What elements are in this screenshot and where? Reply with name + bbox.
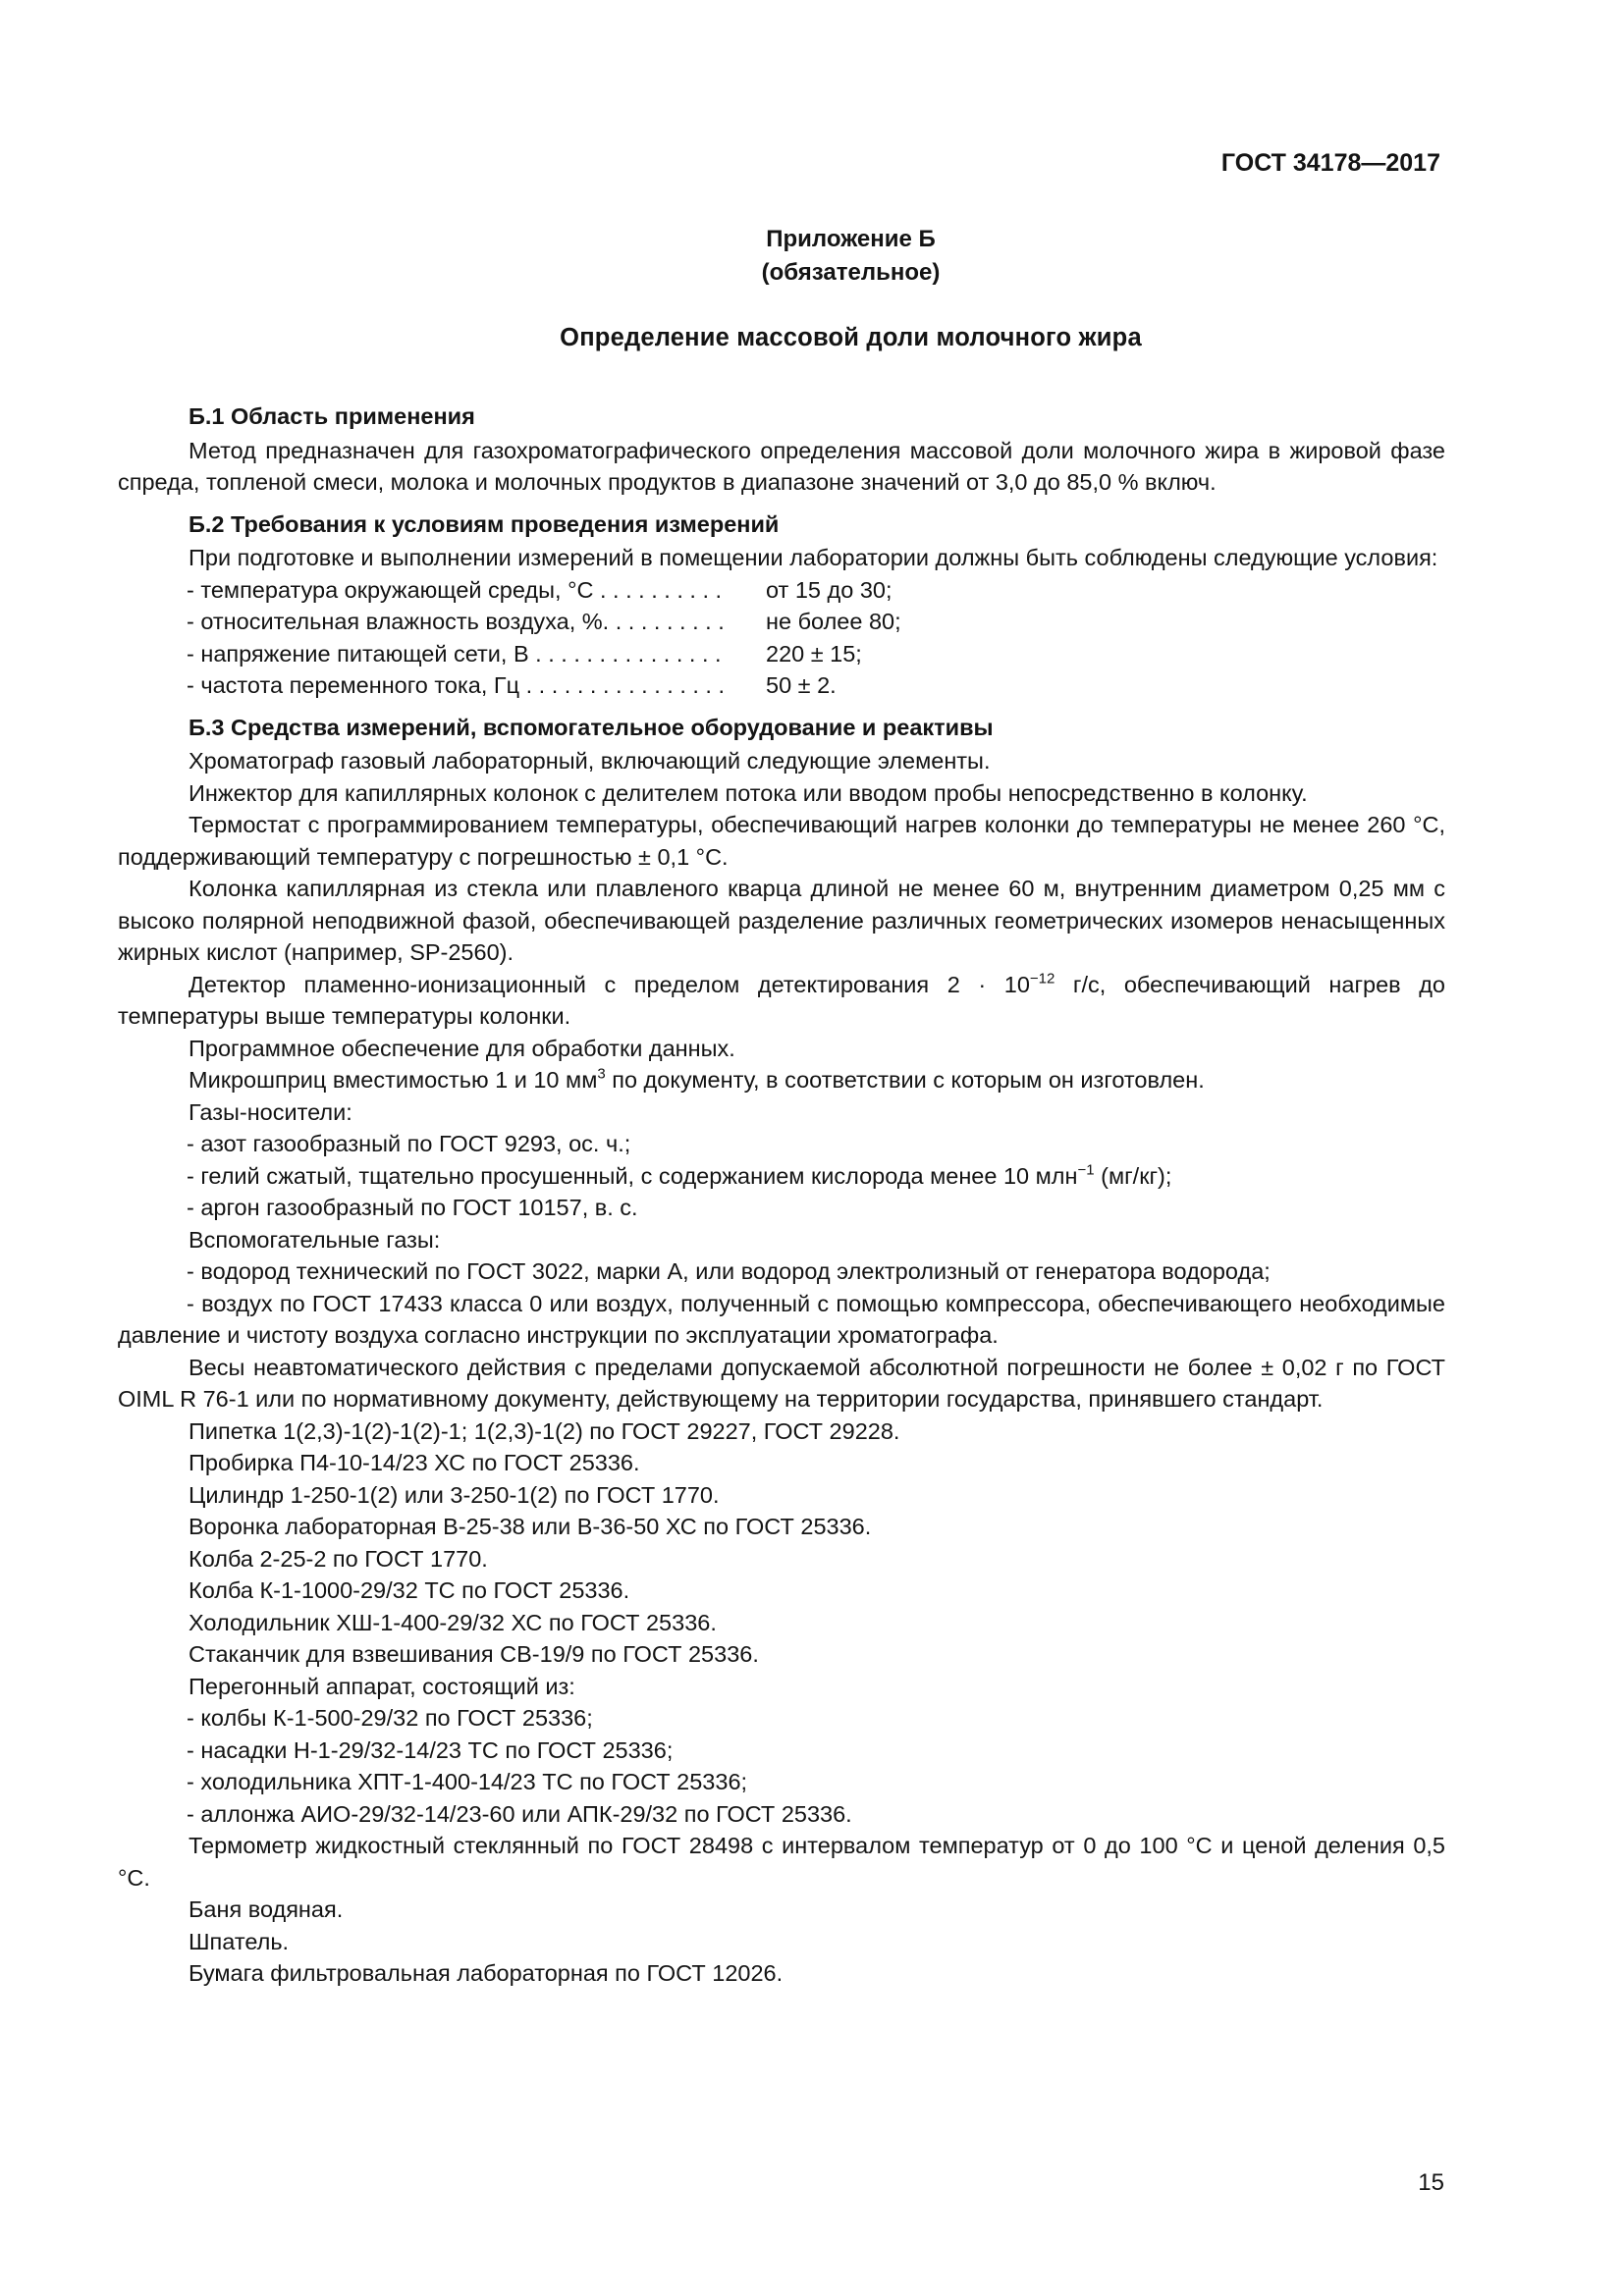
condition-label: - частота переменного тока, Гц . . . . . . . . . . . . . . . . xyxy=(187,672,726,698)
page-number: 15 xyxy=(1418,2169,1444,2196)
paragraph: Весы неавтоматического действия с пределами допускаемой абсолютной погрешности не более ± 0,02 г по ГОСТ OIML R 76-1 или по нормативному документу, действующему на территории государства, принявшего стандарт. xyxy=(118,1354,1445,1412)
paragraph: Шпатель. xyxy=(189,1928,290,1954)
paragraph: Колба 2-25-2 по ГОСТ 1770. xyxy=(189,1545,488,1572)
text-run: Детектор пламенно-ионизационный с пределом детектирования 2 · 10 xyxy=(189,971,1030,997)
condition-row xyxy=(187,669,1445,702)
superscript: −1 xyxy=(1077,1161,1095,1179)
list-item: - аллонжа АИО-29/32-14/23-60 или АПК-29/32 по ГОСТ 25336. xyxy=(187,1800,852,1827)
appendix-status: (обязательное) xyxy=(761,259,941,286)
paragraph: Пробирка П4-10-14/23 ХС по ГОСТ 25336. xyxy=(189,1450,640,1475)
superscript: 3 xyxy=(597,1065,606,1083)
list-item xyxy=(118,1160,1445,1193)
document-body xyxy=(118,400,1445,1990)
paragraph xyxy=(118,1064,1445,1096)
superscript: −12 xyxy=(1029,970,1055,988)
appendix-title: Приложение Б xyxy=(766,226,936,252)
paragraph: Пипетка 1(2,3)-1(2)-1(2)-1; 1(2,3)-1(2) по ГОСТ 29227, ГОСТ 29228. xyxy=(189,1417,900,1444)
list-item: - азот газообразный по ГОСТ 9293, ос. ч.; xyxy=(187,1131,631,1156)
paragraph: Колба К-1-1000-29/32 ТС по ГОСТ 25336. xyxy=(189,1577,630,1603)
list-item: - холодильника ХПТ-1-400-14/23 ТС по ГОСТ 25336; xyxy=(187,1769,748,1794)
method-title: Определение массовой доли молочного жира xyxy=(560,324,1142,351)
list-item: - аргон газообразный по ГОСТ 10157, в. с. xyxy=(187,1195,638,1220)
condition-value: 50 ± 2. xyxy=(766,672,837,698)
section-heading-b3: Б.3 Средства измерений, вспомогательное оборудование и реактивы xyxy=(189,714,994,740)
text-run: (мг/кг); xyxy=(1094,1162,1172,1189)
paragraph xyxy=(118,969,1445,1033)
list-item: - воздух по ГОСТ 17433 класса 0 или воздух, полученный с помощью компрессора, обеспечивающего необходимые давление и чистоту воздуха согласно инструкции по эксплуатации хроматографа. xyxy=(118,1290,1445,1348)
paragraph: Цилиндр 1-250-1(2) или 3-250-1(2) по ГОСТ 1770. xyxy=(189,1481,720,1508)
condition-row xyxy=(187,574,1445,607)
condition-label: - температура окружающей среды, °С . . . . . . . . . . xyxy=(187,576,723,603)
paragraph: Термостат с программированием температуры, обеспечивающий нагрев колонки до температуры не менее 260 °С, поддерживающий температуру с погрешностью ± 0,1 °С. xyxy=(118,812,1445,870)
section-heading-b1: Б.1 Область применения xyxy=(189,403,475,429)
paragraph: Вспомогательные газы: xyxy=(189,1226,441,1253)
paragraph: Бумага фильтровальная лабораторная по ГОСТ 12026. xyxy=(189,1960,784,1986)
condition-value: от 15 до 30; xyxy=(766,576,893,603)
condition-label: - напряжение питающей сети, В . . . . . . . . . . . . . . . xyxy=(187,640,722,667)
paragraph: Хроматограф газовый лабораторный, включающий следующие элементы. xyxy=(189,748,991,774)
condition-row xyxy=(187,606,1445,638)
paragraph: Инжектор для капиллярных колонок с делителем потока или вводом пробы непосредственно в колонку. xyxy=(189,779,1308,806)
text-run: - гелий сжатый, тщательно просушенный, с содержанием кислорода менее 10 млн xyxy=(187,1162,1078,1189)
paragraph: Термометр жидкостный стеклянный по ГОСТ 28498 с интервалом температур от 0 до 100 °С и ценой деления 0,5 °С. xyxy=(118,1833,1445,1891)
paragraph: Перегонный аппарат, состоящий из: xyxy=(189,1673,575,1699)
paragraph: Программное обеспечение для обработки данных. xyxy=(189,1035,735,1061)
list-item: - колбы К-1-500-29/32 по ГОСТ 25336; xyxy=(187,1705,593,1731)
paragraph: Баня водяная. xyxy=(189,1896,344,1922)
document-code: ГОСТ 34178—2017 xyxy=(1220,149,1440,177)
paragraph: Колонка капиллярная из стекла или плавленого кварца длиной не менее 60 м, внутренним диаметром 0,25 мм с высоко полярной неподвижной фазой, обеспечивающей разделение различных геометрических изомеров ненасыщенных жирных кислот (например, SP-2560). xyxy=(118,876,1445,965)
paragraph: Газы-носители: xyxy=(189,1098,352,1125)
paragraph: Воронка лабораторная В-25-38 или В-36-50 ХС по ГОСТ 25336. xyxy=(189,1514,872,1539)
condition-label: - относительная влажность воздуха, %. . . . . . . . . . xyxy=(187,609,725,634)
paragraph: При подготовке и выполнении измерений в помещении лаборатории должны быть соблюдены следующие условия: xyxy=(189,545,1438,570)
text-run: по документу, в соответствии с которым он изготовлен. xyxy=(605,1067,1205,1093)
paragraph: Стаканчик для взвешивания СВ-19/9 по ГОСТ 25336. xyxy=(189,1641,759,1667)
condition-value: 220 ± 15; xyxy=(766,640,862,667)
list-item: - водород технический по ГОСТ 3022, марки А, или водород электролизный от генератора водорода; xyxy=(187,1258,1271,1284)
text-run: Микрошприц вместимостью 1 и 10 мм xyxy=(189,1067,598,1093)
paragraph: Холодильник ХШ-1-400-29/32 ХС по ГОСТ 25336. xyxy=(189,1609,717,1635)
condition-row xyxy=(187,638,1445,670)
list-item: - насадки Н-1-29/32-14/23 ТС по ГОСТ 25336; xyxy=(187,1736,674,1763)
conditions-list xyxy=(187,574,1445,702)
condition-value: не более 80; xyxy=(766,609,901,634)
section-heading-b2: Б.2 Требования к условиям проведения измерений xyxy=(189,510,780,537)
paragraph: Метод предназначен для газохроматографического определения массовой доли молочного жира в жировой фазе спреда, топленой смеси, молока и молочных продуктов в диапазоне значений от 3,0 до 85,0 % включ. xyxy=(118,437,1445,495)
text-run: г/с, обеспечивающий нагрев до температуры выше температуры колонки. xyxy=(118,971,1445,1029)
